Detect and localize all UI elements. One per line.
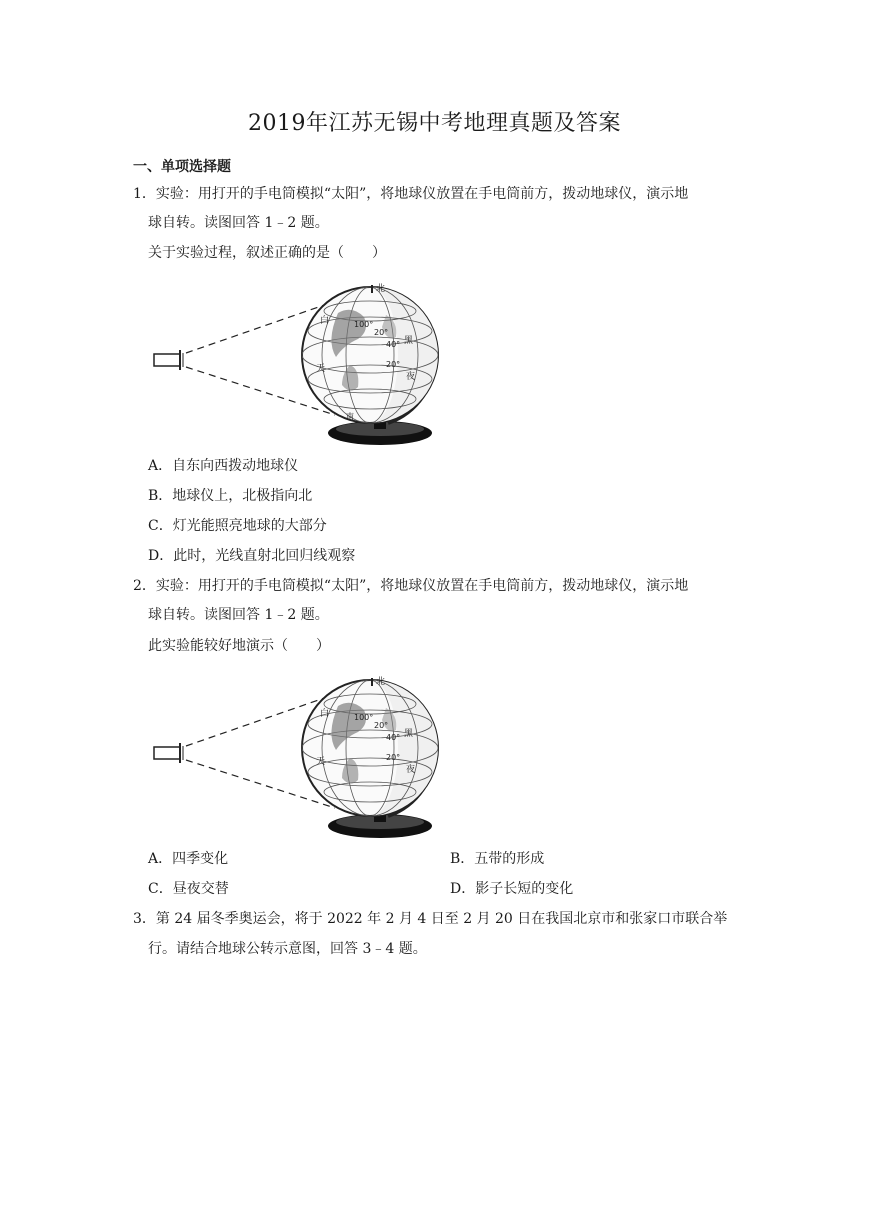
q1-option-d[interactable]: D．此时，光线直射北回归线观察	[148, 548, 356, 564]
dark-label: 黑	[404, 336, 414, 346]
globe-icon	[302, 675, 438, 816]
lat-20b-label: 20°	[386, 360, 401, 369]
south-label: 南	[346, 412, 354, 421]
q2-stem-line2: 球自转。读图回答 1﹣2 题。	[148, 607, 329, 623]
q2-option-d[interactable]: D．影子长短的变化	[450, 881, 574, 897]
section-heading: 一、单项选择题	[133, 159, 231, 175]
lat-20-label: 20°	[374, 721, 389, 730]
lat-20-label: 20°	[374, 328, 389, 337]
night-label: 夜	[406, 372, 416, 382]
q1-option-a[interactable]: A．自东向西拨动地球仪	[148, 458, 299, 474]
q2-option-b[interactable]: B．五带的形成	[450, 851, 545, 867]
white-label: 白	[320, 316, 330, 326]
north-label: 北	[376, 284, 386, 294]
q1-stem-line2: 球自转。读图回答 1﹣2 题。	[148, 215, 329, 231]
day-label: 天	[316, 757, 326, 767]
dark-label: 黑	[404, 729, 414, 739]
q3-stem-line2: 行。请结合地球公转示意图，回答 3﹣4 题。	[148, 941, 427, 957]
north-label: 北	[376, 677, 386, 687]
lon-100-label: 100°	[354, 320, 374, 329]
q2-prompt: 此实验能较好地演示（ ）	[148, 638, 330, 654]
page-title: 2019年江苏无锡中考地理真题及答案	[248, 111, 621, 136]
q1-option-c[interactable]: C．灯光能照亮地球的大部分	[148, 518, 327, 534]
lon-100-label: 100°	[354, 713, 374, 722]
white-label: 白	[320, 709, 330, 719]
q2-stem-line1: 2．实验：用打开的手电筒模拟“太阳”，将地球仪放置在手电筒前方，拨动地球仪，演示地	[133, 578, 689, 594]
globe-flashlight-figure-2	[150, 668, 440, 843]
q1-option-b[interactable]: B．地球仪上，北极指向北	[148, 488, 313, 504]
flashlight-icon	[154, 354, 180, 366]
night-label: 夜	[406, 765, 416, 775]
globe-icon	[302, 282, 438, 423]
day-label: 天	[316, 364, 326, 374]
q3-stem-line1: 3．第 24 届冬季奥运会，将于 2022 年 2 月 4 日至 2 月 20 日在我国北京市和张家口市联合举	[133, 911, 728, 927]
q1-stem-line1: 1．实验：用打开的手电筒模拟“太阳”，将地球仪放置在手电筒前方，拨动地球仪，演示地	[133, 186, 689, 202]
flashlight-icon	[154, 747, 180, 759]
q1-prompt: 关于实验过程，叙述正确的是（ ）	[148, 245, 386, 261]
lat-40-label: 40°	[386, 733, 401, 742]
lat-40-label: 40°	[386, 340, 401, 349]
q2-option-c[interactable]: C．昼夜交替	[148, 881, 229, 897]
lat-20b-label: 20°	[386, 753, 401, 762]
q2-option-a[interactable]: A．四季变化	[148, 851, 229, 867]
globe-flashlight-figure-1	[150, 275, 440, 450]
